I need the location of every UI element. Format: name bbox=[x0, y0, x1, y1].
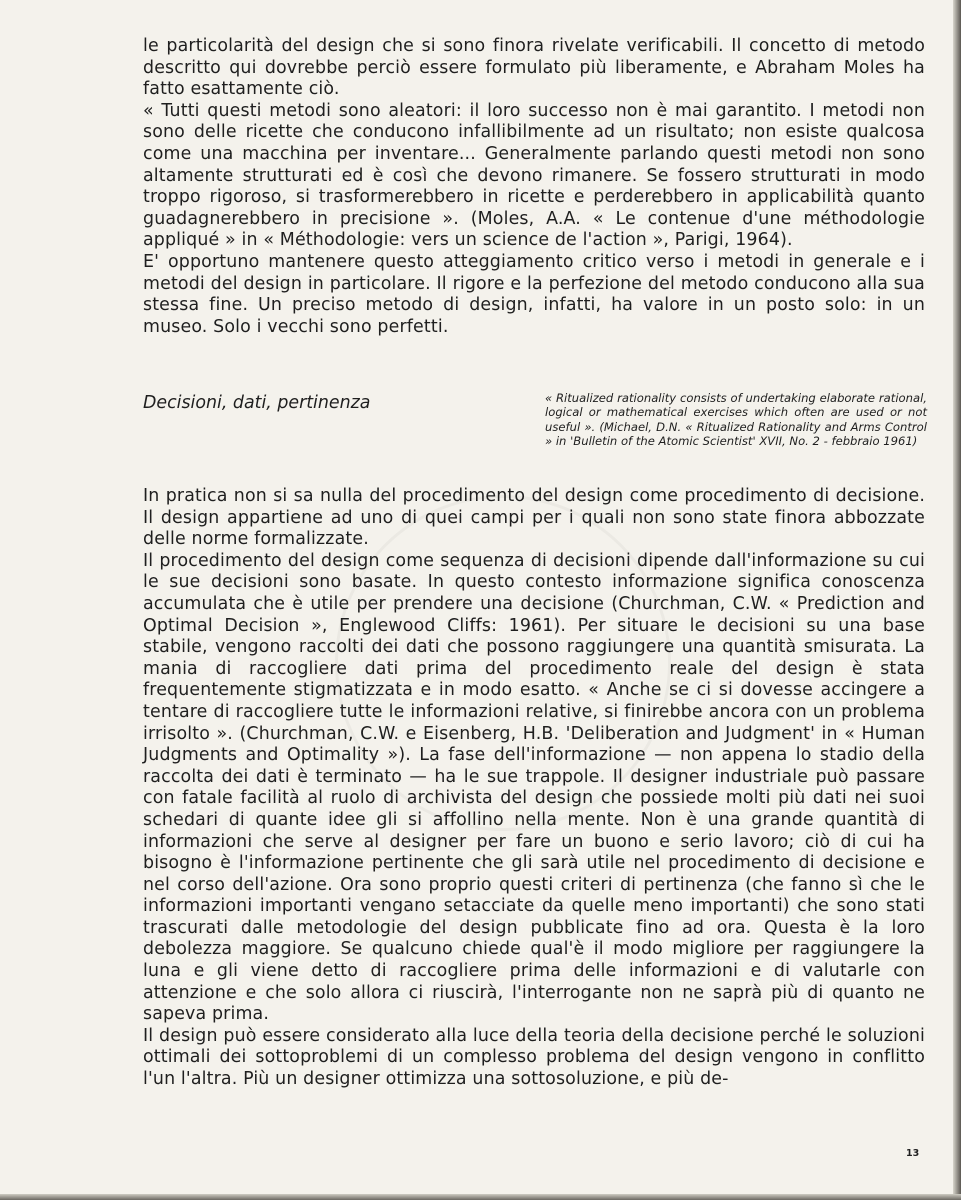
quote-paragraph: « Tutti questi metodi sono aleatori: il loro successo non è mai garantito. I metodi non sono delle ricette che conducono infallibilmente ad un risultato; non esiste qualcosa come una macchina per inventare... Generalmente parlando questi metodi non sono altamente strutturati ed è così che devono rimanere. Se fossero strutturati in modo troppo rigoroso, si trasformerebbero in ricette e perderebbero in applicabilità quanto guadagnerebbero in precisione ». (Moles, A.A. « Le contenue d'une méthodologie appliqué » in « Méthodologie: vers un science de l'action », Parigi, 1964). bbox=[143, 100, 925, 251]
section-heading: Decisioni, dati, pertinenza bbox=[143, 393, 371, 413]
body-text-top bbox=[143, 36, 925, 338]
body-text-bottom bbox=[143, 486, 925, 1091]
epigraph-quote: « Ritualized rationality consists of undertaking elaborate rational, logical or mathematical exercises which often are used or not useful ». (Michael, D.N. « Ritualized Rationality and Arms Control » in 'Bulletin of the Atomic Scientist' XVII, No. 2 - febbraio 1961) bbox=[545, 391, 927, 448]
paragraph: Il design può essere considerato alla luce della teoria della decisione perché le soluzioni ottimali dei sottoproblemi di un complesso problema del design vengono in conflitto l'un l'altra. Più un designer ottimizza una sottosoluzione, e più de- bbox=[143, 1025, 925, 1090]
paragraph: In pratica non si sa nulla del procedimento del design come procedimento di decisione. Il design appartiene ad uno di quei campi per i quali non sono state finora abbozzate delle norme formalizzate. bbox=[143, 486, 925, 550]
paragraph: Il procedimento del design come sequenza di decisioni dipende dall'informazione su cui le sue decisioni sono basate. In questo contesto informazione significa conoscenza accumulata che è utile per prendere una decisione (Churchman, C.W. « Prediction and Optimal Decision », Englewood Cliffs: 1961). Per situare le decisioni su una base stabile, vengono raccolti dei dati che possono raggiungere una quantità smisurata. La mania di raccogliere dati prima del procedimento reale del design è stata frequentemente stigmatizzata e in modo esatto. « Anche se ci si dovesse accingere a tentare di raccogliere tutte le informazioni relative, si finirebbe ancora con un problema irrisolto ». (Churchman, C.W. e Eisenberg, H.B. 'Deliberation and Judgment' in « Human Judgments and Optimality »). La fase dell'informazione — non appena lo stadio della raccolta dei dati è terminato — ha le sue trappole. Il designer industriale può passare con fatale facilità al ruolo di archivista del design che possiede molti più dati nei suoi schedari di quante idee gli si affollino nella mente. Non è una grande quantità di informazioni che serve al designer per fare un buono e serio lavoro; ciò di cui ha bisogno è l'informazione pertinente che gli sarà utile nel procedimento di decisione e nel corso dell'azione. Ora sono proprio questi criteri di pertinenza (che fanno sì che le informazioni importanti vengano setacciate da quelle meno importanti) che sono stati trascurati dalle metodologie del design pubblicate fino ad ora. Questa è la loro debolezza maggiore. Se qualcuno chiede qual'è il modo migliore per raggiungere la luna e gli viene detto di raccogliere prima delle informazioni e di valutarle con attenzione e che solo allora ci riuscirà, l'interrogante non ne saprà più di quanto ne sapeva prima. bbox=[143, 550, 925, 1025]
paragraph: E' opportuno mantenere questo atteggiamento critico verso i metodi in generale e i metodi del design in particolare. Il rigore e la perfezione del metodo conducono alla sua stessa fine. Un preciso metodo di design, infatti, ha valore in un posto solo: in un museo. Solo i vecchi sono perfetti. bbox=[143, 251, 925, 337]
page-edge-shadow bbox=[953, 0, 961, 1200]
page-edge-shadow-bottom bbox=[0, 1194, 961, 1200]
page-number: 13 bbox=[906, 1148, 920, 1159]
paragraph: le particolarità del design che si sono finora rivelate verificabili. Il concetto di metodo descritto qui dovrebbe perciò essere formulato più liberamente, e Abraham Moles ha fatto esattamente ciò. bbox=[143, 36, 925, 100]
